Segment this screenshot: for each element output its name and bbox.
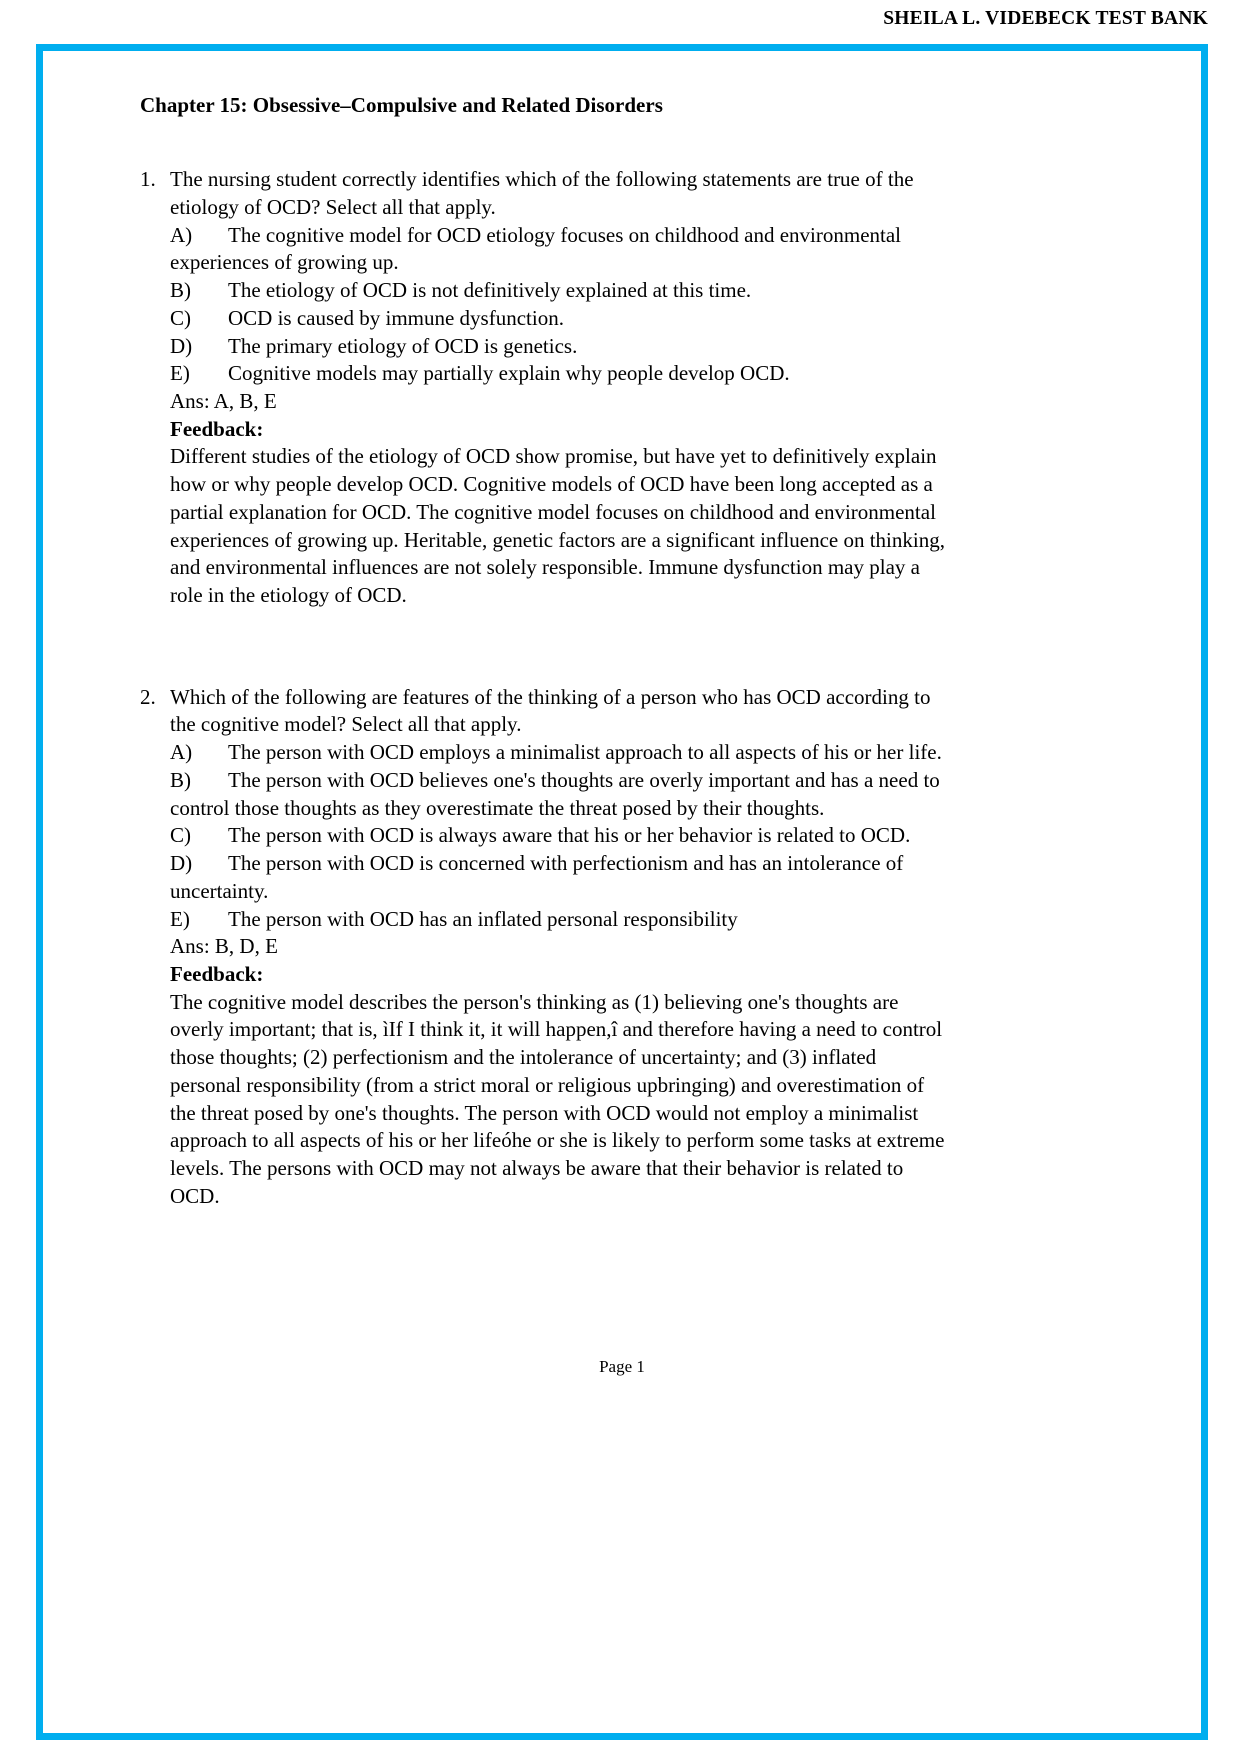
choice-text: The etiology of OCD is not definitively explained at this time.: [228, 278, 752, 303]
choice-letter: E): [170, 361, 190, 386]
choice-text: The person with OCD employs a minimalist approach to all aspects of his or her life.: [228, 740, 942, 765]
question-stem: The nursing student correctly identifies which of the following statements are true of the etiology of OCD? Select all that apply.: [170, 167, 914, 219]
feedback-text: The cognitive model describes the person's thinking as (1) believing one's thoughts are overly important; that is, ìIf I think it, it will happen,î and therefore having a need to control those thoughts; (2) perfectionism and the intolerance of uncertainty; and (3) inflated personal responsibility (from a strict moral or religious upbringing) and overestimation of the threat posed by one's thoughts. The person with OCD would not employ a minimalist approach to all aspects of his or her lifeóhe or she is likely to perform some tasks at extreme levels. The persons with OCD may not always be aware that their behavior is related to OCD.: [170, 989, 945, 1208]
feedback-label: Feedback:: [170, 961, 264, 986]
question-block: [140, 166, 950, 610]
page-header: [0, 0, 1244, 44]
answer-choice[interactable]: [170, 222, 950, 277]
page-content: [140, 92, 950, 1254]
choice-text: The person with OCD believes one's thoughts are overly important and has a need to control those thoughts as they overestimate the threat posed by their thoughts.: [170, 767, 940, 820]
choice-text: The person with OCD is always aware that his or her behavior is related to OCD.: [228, 823, 911, 848]
choice-text: OCD is caused by immune dysfunction.: [228, 305, 564, 330]
choice-letter: D): [170, 851, 193, 876]
answer-key: Ans: A, B, E: [170, 389, 277, 413]
answer-choice[interactable]: [170, 767, 950, 822]
chapter-title: Chapter 15: Obsessive–Compulsive and Related Disorders: [140, 93, 663, 117]
question-number: 2.: [140, 684, 156, 709]
feedback-text: Different studies of the etiology of OCD show promise, but have yet to definitively explain how or why people develop OCD. Cognitive models of OCD have been long accepted as a partial explanation for OCD. The cognitive model focuses on childhood and environmental experiences of growing up. Heritable, genetic factors are a significant influence on thinking, and environmental influences are not solely responsible. Immune dysfunction may play a role in the etiology of OCD.: [170, 444, 945, 608]
answer-choice[interactable]: [170, 277, 950, 305]
choice-letter: C): [170, 823, 191, 848]
choice-letter: E): [170, 906, 190, 931]
choice-letter: B): [170, 278, 191, 303]
question-spacer: [140, 654, 950, 684]
choice-letter: C): [170, 305, 191, 330]
choice-text: The person with OCD has an inflated personal responsibility: [228, 906, 738, 931]
answer-choice[interactable]: [170, 822, 950, 850]
choice-text: Cognitive models may partially explain why people develop OCD.: [228, 361, 790, 386]
feedback-label: Feedback:: [170, 416, 264, 441]
choice-letter: A): [170, 222, 193, 247]
choice-text: The cognitive model for OCD etiology focuses on childhood and environmental experiences of growing up.: [170, 222, 902, 275]
choice-text: The primary etiology of OCD is genetics.: [228, 333, 578, 358]
question-stem: Which of the following are features of the thinking of a person who has OCD according to the cognitive model? Select all that apply.: [170, 684, 931, 737]
page-footer: Page 1: [599, 1357, 645, 1376]
answer-choice[interactable]: [170, 360, 950, 388]
answer-choice[interactable]: [170, 850, 950, 905]
answer-choice[interactable]: [170, 739, 950, 767]
answer-choice[interactable]: [170, 305, 950, 333]
choice-letter: A): [170, 740, 193, 765]
answer-key: Ans: B, D, E: [170, 934, 278, 959]
question-number: 1.: [140, 167, 156, 192]
choice-text: The person with OCD is concerned with perfectionism and has an intolerance of uncertainty.: [170, 851, 904, 903]
question-block: [140, 684, 950, 1211]
choice-letter: D): [170, 333, 193, 358]
header-title: SHEILA L. VIDEBECK TEST BANK: [883, 8, 1208, 29]
answer-choice[interactable]: [170, 333, 950, 361]
answer-choice[interactable]: [170, 906, 950, 934]
choice-letter: B): [170, 767, 191, 792]
